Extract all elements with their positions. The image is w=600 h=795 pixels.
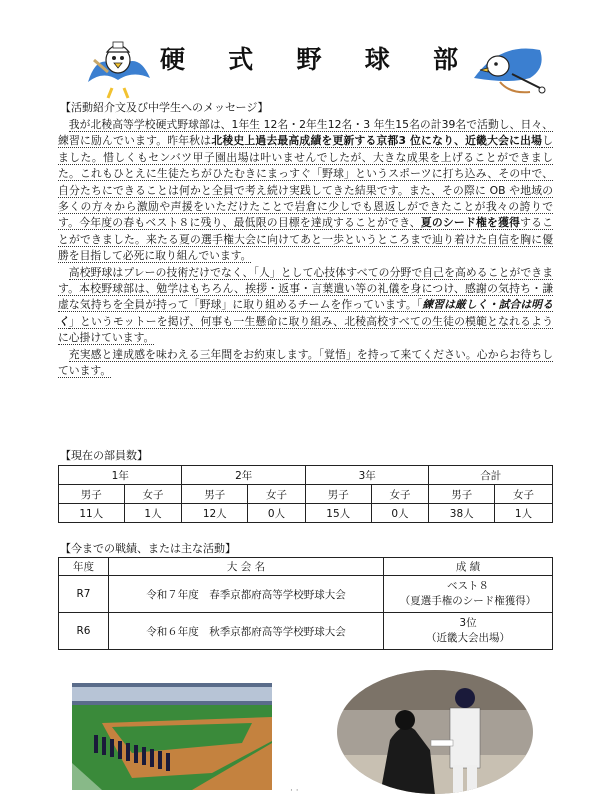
table-cell: 1年	[59, 466, 182, 485]
table-cell: R6	[59, 613, 109, 650]
message-paragraph-3: 充実感と達成感を味わえる三年間をお約束します。「覚悟」を持って来てください。心からお待ちしています。	[58, 347, 553, 378]
table-cell: 0人	[248, 504, 306, 523]
table-row	[59, 576, 553, 613]
result-text: ベスト８	[447, 580, 489, 592]
table-cell: 令和７年度 春季京都府高等学校野球大会	[109, 576, 384, 613]
activity-message	[58, 117, 553, 380]
table-cell: 12人	[182, 504, 248, 523]
message-paragraph-1: 我が北稜高等学校硬式野球部は、1年生 12名・2年生12名・3 年生15名の計39名で活動し、日々、練習に励んでいます。昨年秋は北稜史上過去最高成績を更新する京都3 位になり、近畿大会に出場しました。惜しくもセンバツ甲子園出場は叶いませんでしたが、大きな成果を上げることができました。これもひとえに生徒たちがひたむきにまっすぐ「野球」というスポーツに打ち込み、その中で、自分たちにできることは何かと全員で考え続け実践してきた結果です。また、その際に OB や地域の多くの方々から激励や声援をいただけたことで岩倉に少しでも恩返しができたことが我々の誇りです。今年度の春もベスト８に残り、最低限の目標を達成することができ、夏のシード権を獲得することができました。来たる夏の選手権大会に向けてあと一歩というところまで辿り着けた自信を胸に優勝を目指して必死に取り組んでいます。	[58, 118, 554, 263]
table-row	[59, 466, 553, 485]
page-number-mark: · ·	[290, 786, 299, 795]
award-ceremony-photo	[335, 670, 535, 795]
table-cell: 男子	[305, 485, 371, 504]
title-char: 球	[364, 45, 392, 74]
mascot-bird-icon	[78, 30, 158, 100]
stadium-photo	[72, 683, 272, 790]
table-cell	[384, 613, 553, 650]
table-cell: 15人	[305, 504, 371, 523]
table-header-cell: 成 績	[384, 558, 553, 576]
message-paragraph-2: 高校野球はプレーの技術だけでなく、「人」として心技体すべての分野で自己を高めることができます。本校野球部は、勉学はもちろん、挨拶・返事・言葉遣い等の礼儀を身につけ、感謝の気持ち・謙虚な気持ちを全員が持って「野球」に取り組めるチームを作っています。「練習は厳しく・試合は明るく」というモットーを掲げ、何事も一生懸命に取り組み、北稜高校すべての生徒の模範となれるように心掛けています。	[58, 265, 554, 345]
table-cell: 女子	[124, 485, 182, 504]
table-header-cell: 年度	[59, 558, 109, 576]
records-table	[58, 557, 553, 650]
mascot-sliding-bird-icon	[470, 38, 550, 100]
activity-heading: 【活動紹介文及び中学生へのメッセージ】	[60, 101, 269, 114]
table-row	[59, 485, 553, 504]
members-heading: 【現在の部員数】	[60, 449, 148, 462]
table-cell: 女子	[248, 485, 306, 504]
table-cell	[384, 576, 553, 613]
page-title	[160, 40, 460, 76]
table-cell: 0人	[371, 504, 429, 523]
title-char: 式	[228, 45, 256, 74]
table-cell: 合計	[429, 466, 553, 485]
table-cell: 3年	[305, 466, 428, 485]
table-row	[59, 613, 553, 650]
table-cell: 男子	[59, 485, 125, 504]
result-note: （夏選手権のシード権獲得）	[399, 595, 537, 607]
title-char: 野	[296, 45, 324, 74]
table-cell: 女子	[494, 485, 552, 504]
table-cell: R7	[59, 576, 109, 613]
team-motto: 練習は厳しく・試合は明るく	[58, 298, 554, 328]
title-char: 部	[432, 45, 460, 74]
table-row	[59, 558, 553, 576]
result-text: 3位	[459, 617, 477, 629]
table-cell: 男子	[429, 485, 495, 504]
table-cell: 38人	[429, 504, 495, 523]
table-cell: 11人	[59, 504, 125, 523]
table-cell: 令和６年度 秋季京都府高等学校野球大会	[109, 613, 384, 650]
records-heading: 【今までの戦績、または主な活動】	[60, 542, 236, 555]
title-char: 硬	[160, 45, 188, 74]
table-cell: 1人	[124, 504, 182, 523]
page-header	[0, 0, 600, 100]
members-table	[58, 465, 553, 523]
table-cell: 女子	[371, 485, 429, 504]
table-cell: 2年	[182, 466, 305, 485]
table-row	[59, 504, 553, 523]
table-cell: 1人	[494, 504, 552, 523]
table-cell: 男子	[182, 485, 248, 504]
result-note: （近畿大会出場）	[426, 632, 510, 644]
table-header-cell: 大 会 名	[109, 558, 384, 576]
